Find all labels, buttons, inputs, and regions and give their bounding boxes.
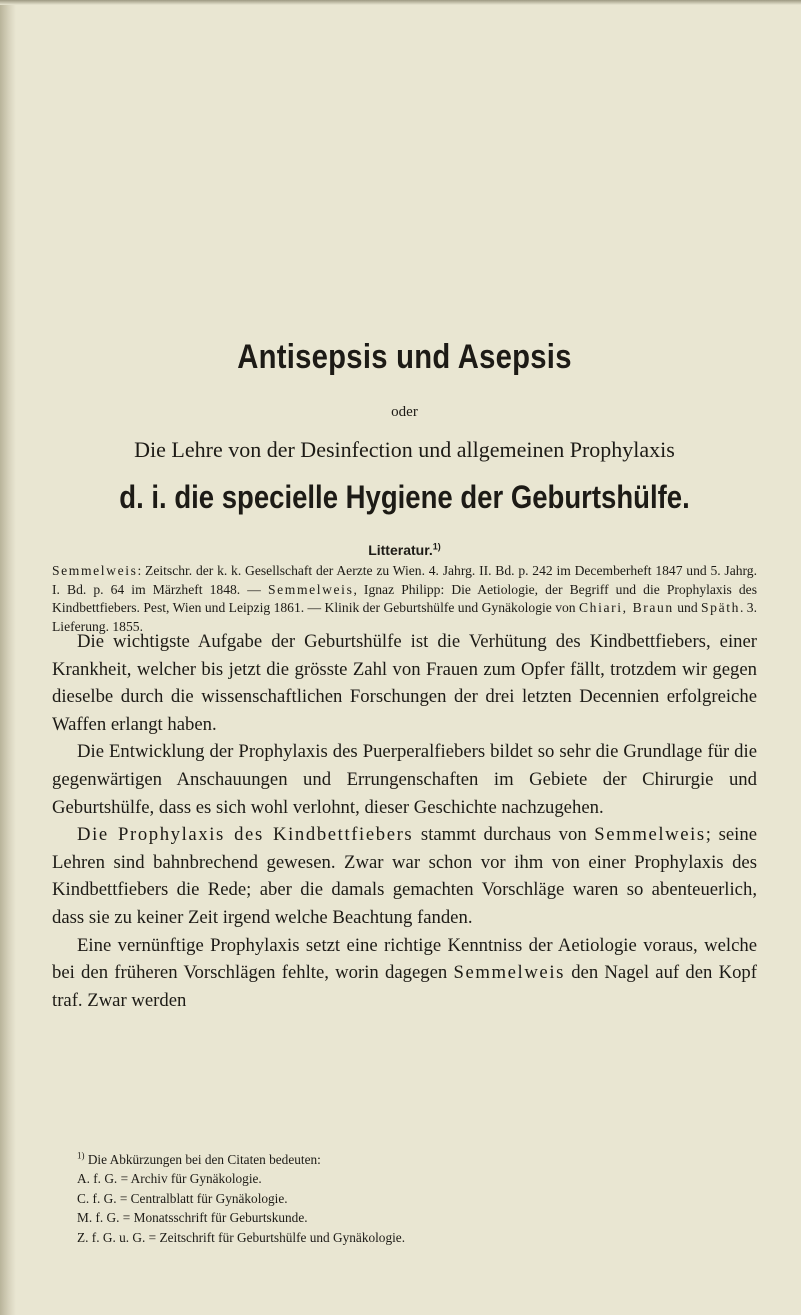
paragraph-3 [52,821,757,931]
footnote [52,1150,757,1247]
literature-list [52,562,757,636]
body-text [52,628,757,1014]
p3-text-b: ; seine Lehren sind bahnbrechend gewesen. Zwar war schon vor ihm von einer Prophylaxis des Kindbettfiebers die Rede; aber die damals gemachten Vorschläge waren so abenteuerlich, dass sie zu keiner Zeit irgend welche Beachtung fanden. [52,824,758,928]
paragraph-1: Die wichtigste Aufgabe der Geburtshülfe ist die Verhütung des Kindbettfiebers, einer Krankheit, welcher bis jetzt die grösste Zahl von Frauen zum Opfer fällt, trotzdem wir gegen dieselbe durch die wissenschaftlichen Forschungen der drei letzten Decennien erfolgreiche Waffen erlangt haben. [52,631,757,735]
paragraph-4 [52,932,757,1015]
paragraph-2: Die Entwicklung der Prophylaxis des Puerperalfiebers bildet so sehr die Grundlage für die gegenwärtigen Anschauungen und Errungenschaften im Gebiete der Chirurgie und Geburtshülfe, dass es sich wohl verlohnt, dieser Geschichte nachzugehen. [52,741,757,818]
p3-name: Semmelweis [594,824,706,846]
chapter-title: Antisepsis und Asepsis [237,338,572,376]
p3-text-a: stammt durchaus von [413,824,595,846]
p4-text-a: Eine vernünftige Prophylaxis setzt eine richtige Kenntniss der Aetiologie voraus, welche bei den früheren Vorschlägen fehlte, worin dagegen [52,934,757,984]
lit-entry-3-and: und [677,600,698,616]
footnote-intro [52,1150,757,1169]
lit-entry-1: : Zeitschr. der k. k. Gesellschaft der Aerzte zu Wien. 4. Jahrg. II. Bd. p. 242 im Decemberheft 1847 und 5. Jahrg. I. Bd. p. 64 im Märzheft 1848. — [52,563,757,597]
footnote-item: Z. f. G. u. G. = Zeitschrift für Geburtshülfe und Gynäkologie. [77,1229,406,1245]
chapter-subtitle: Die Lehre von der Desinfection und allgemeinen Prophylaxis [134,437,675,462]
p3-spaced-phrase: Die Prophylaxis des Kindbettfiebers [77,824,414,846]
footnote-intro-text: Die Abkürzungen bei den Citaten bedeuten: [87,1152,321,1167]
p4-name: Semmelweis [453,962,565,984]
p4-text-b: den Nagel auf den Kopf traf. Zwar werden [52,962,757,1011]
footnote-item: A. f. G. = Archiv für Gynäkologie. [77,1171,262,1187]
literature-label: Litteratur. [368,542,433,558]
lit-entry-3: . 3. Lieferung. 1855. [52,600,757,634]
lit-entry-2: , Ignaz Philipp: Die Aetiologie, der Begriff und die Prophylaxis des Kindbettfiebers. Pest, Wien und Leipzig 1861. — Klinik der Geburtshülfe und Gynäkologie von [52,581,757,616]
chapter-subtitle-2: d. i. die specielle Hygiene der Geburtshülfe. [119,479,690,515]
page-binding-edge [0,0,16,1315]
footnote-mark: 1) [77,1150,85,1161]
page-top-edge [0,0,801,5]
footnote-item: C. f. G. = Centralblatt für Gynäkologie. [77,1190,288,1206]
literature-footnote-mark: 1) [432,541,441,552]
title-conjunction: oder [391,404,418,420]
lit-author-2: Semmelweis [267,581,354,597]
footnote-item: M. f. G. = Monatsschrift für Geburtskunde. [77,1210,308,1226]
lit-author-1: Semmelweis [52,563,138,578]
literature-heading [52,542,757,558]
lit-author-4: Späth [701,600,740,616]
lit-author-3: Chiari, Braun [579,600,674,616]
